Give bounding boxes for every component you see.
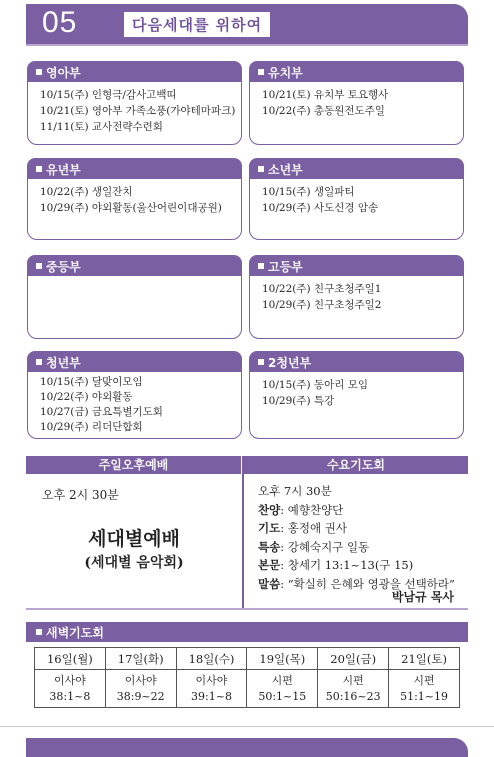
dept-item: 10/15(주) 동아리 모임 — [262, 379, 368, 391]
detail-row: 본문: 창세기 13:1~13(구 15) — [258, 558, 414, 572]
column-divider — [242, 456, 244, 608]
dept-item: 11/11(토) 교사전략수련회 — [40, 121, 163, 133]
detail-row: 말씀: “확실히 은혜와 영광을 선택하라” — [258, 576, 455, 591]
dept-box-elementary-junior — [27, 158, 242, 240]
dept-item: 10/29(주) 특강 — [262, 395, 335, 407]
day-cell: 17일(화) — [105, 648, 176, 670]
dept-box-middle-school — [27, 255, 242, 339]
dept-item: 10/15(주) 생일파티 — [262, 186, 355, 198]
square-bullet-icon — [258, 263, 264, 269]
dept-box-young-adult-2 — [249, 351, 464, 439]
dept-item: 10/22(주) 야외활동 — [40, 391, 133, 403]
dept-header: 영아부 — [28, 62, 241, 82]
dept-items — [28, 82, 241, 135]
worship-bottom-rule — [26, 608, 468, 610]
detail-row: 찬양: 예향찬양단 — [258, 502, 344, 517]
worship-section — [26, 456, 468, 616]
dept-box-elementary-senior — [249, 158, 464, 240]
dawn-prayer-header: 새벽기도회 — [26, 622, 468, 642]
dept-item: 10/22(주) 총동원전도주일 — [262, 105, 385, 117]
square-bullet-icon — [36, 166, 42, 172]
dept-item: 10/29(주) 야외활동(울산어린이대공원) — [40, 202, 222, 214]
dept-item: 10/21(토) 영아부 가족소풍(가야테마파크) — [40, 105, 236, 117]
dawn-prayer-table — [34, 647, 460, 708]
detail-row: 기도: 홍정애 권사 — [258, 521, 347, 535]
day-cell: 18일(수) — [176, 648, 247, 670]
day-cell: 20일(금) — [318, 648, 389, 670]
table-row — [35, 670, 460, 708]
dept-item: 10/15(주) 달맞이모임 — [40, 376, 143, 388]
sunday-service-subtitle: (세대별 음악회) — [84, 555, 184, 571]
pastor-name: 박남규 목사 — [391, 590, 454, 604]
dept-item: 10/21(토) 유치부 토요행사 — [262, 89, 389, 101]
square-bullet-icon — [258, 359, 264, 365]
dept-items — [28, 179, 241, 216]
header-underline — [26, 44, 468, 48]
section-number: 05 — [42, 6, 78, 39]
dept-item: 10/29(주) 친구초청주일2 — [262, 299, 382, 311]
dept-header: 2청년부 — [250, 352, 463, 372]
dept-item: 10/22(주) 친구초청주일1 — [262, 283, 382, 295]
wednesday-time: 오후 7시 30분 — [258, 484, 332, 498]
dept-header: 청년부 — [28, 352, 241, 372]
dept-header: 고등부 — [250, 256, 463, 276]
detail-row: 특송: 강혜숙지구 일동 — [258, 539, 370, 554]
passage-cell: 시편 50:1~15 — [247, 670, 318, 708]
square-bullet-icon — [36, 263, 42, 269]
dept-items — [250, 372, 463, 409]
passage-cell: 시편 50:16~23 — [318, 670, 389, 708]
dept-items — [250, 82, 463, 119]
dept-box-young-adult — [27, 351, 242, 439]
passage-cell: 시편 51:1~19 — [389, 670, 460, 708]
day-cell: 21일(토) — [389, 648, 460, 670]
sunday-time: 오후 2시 30분 — [42, 488, 119, 502]
footer-bar — [26, 738, 468, 757]
day-cell: 19일(목) — [247, 648, 318, 670]
dept-items — [28, 372, 241, 435]
square-bullet-icon — [258, 69, 264, 75]
dept-box-infant — [27, 61, 242, 145]
dept-header: 소년부 — [250, 159, 463, 179]
day-cell: 16일(월) — [35, 648, 106, 670]
square-bullet-icon — [258, 166, 264, 172]
dept-items — [28, 276, 241, 281]
sunday-service-name: 세대별예배 — [88, 528, 180, 550]
dept-items — [250, 179, 463, 216]
passage-cell: 이사야 38:1~8 — [35, 670, 106, 708]
section-header — [26, 4, 468, 44]
dept-header: 유치부 — [250, 62, 463, 82]
dept-items — [250, 276, 463, 313]
square-bullet-icon — [36, 629, 42, 635]
table-row — [35, 648, 460, 670]
dept-item: 10/27(금) 금요특별기도회 — [40, 406, 163, 418]
square-bullet-icon — [36, 359, 42, 365]
sunday-worship-title: 주일오후예배 — [26, 456, 241, 474]
section-title: 다음세대를 위하여 — [124, 12, 270, 37]
dept-item: 10/22(주) 생일잔치 — [40, 186, 133, 198]
dept-item: 10/15(주) 인형극/감사고백띠 — [40, 89, 177, 101]
dept-item: 10/29(주) 리더단합회 — [40, 421, 143, 433]
wednesday-details — [258, 482, 455, 593]
dept-box-kindergarten — [249, 61, 464, 145]
passage-cell: 이사야 39:1~8 — [176, 670, 247, 708]
footer-rule — [0, 726, 494, 727]
passage-cell: 이사야 38:9~22 — [105, 670, 176, 708]
dept-header: 중등부 — [28, 256, 241, 276]
wednesday-worship-title: 수요기도회 — [244, 456, 468, 474]
dept-item: 10/29(주) 사도신경 암송 — [262, 202, 379, 214]
square-bullet-icon — [36, 69, 42, 75]
dept-header: 유년부 — [28, 159, 241, 179]
dept-box-high-school — [249, 255, 464, 339]
